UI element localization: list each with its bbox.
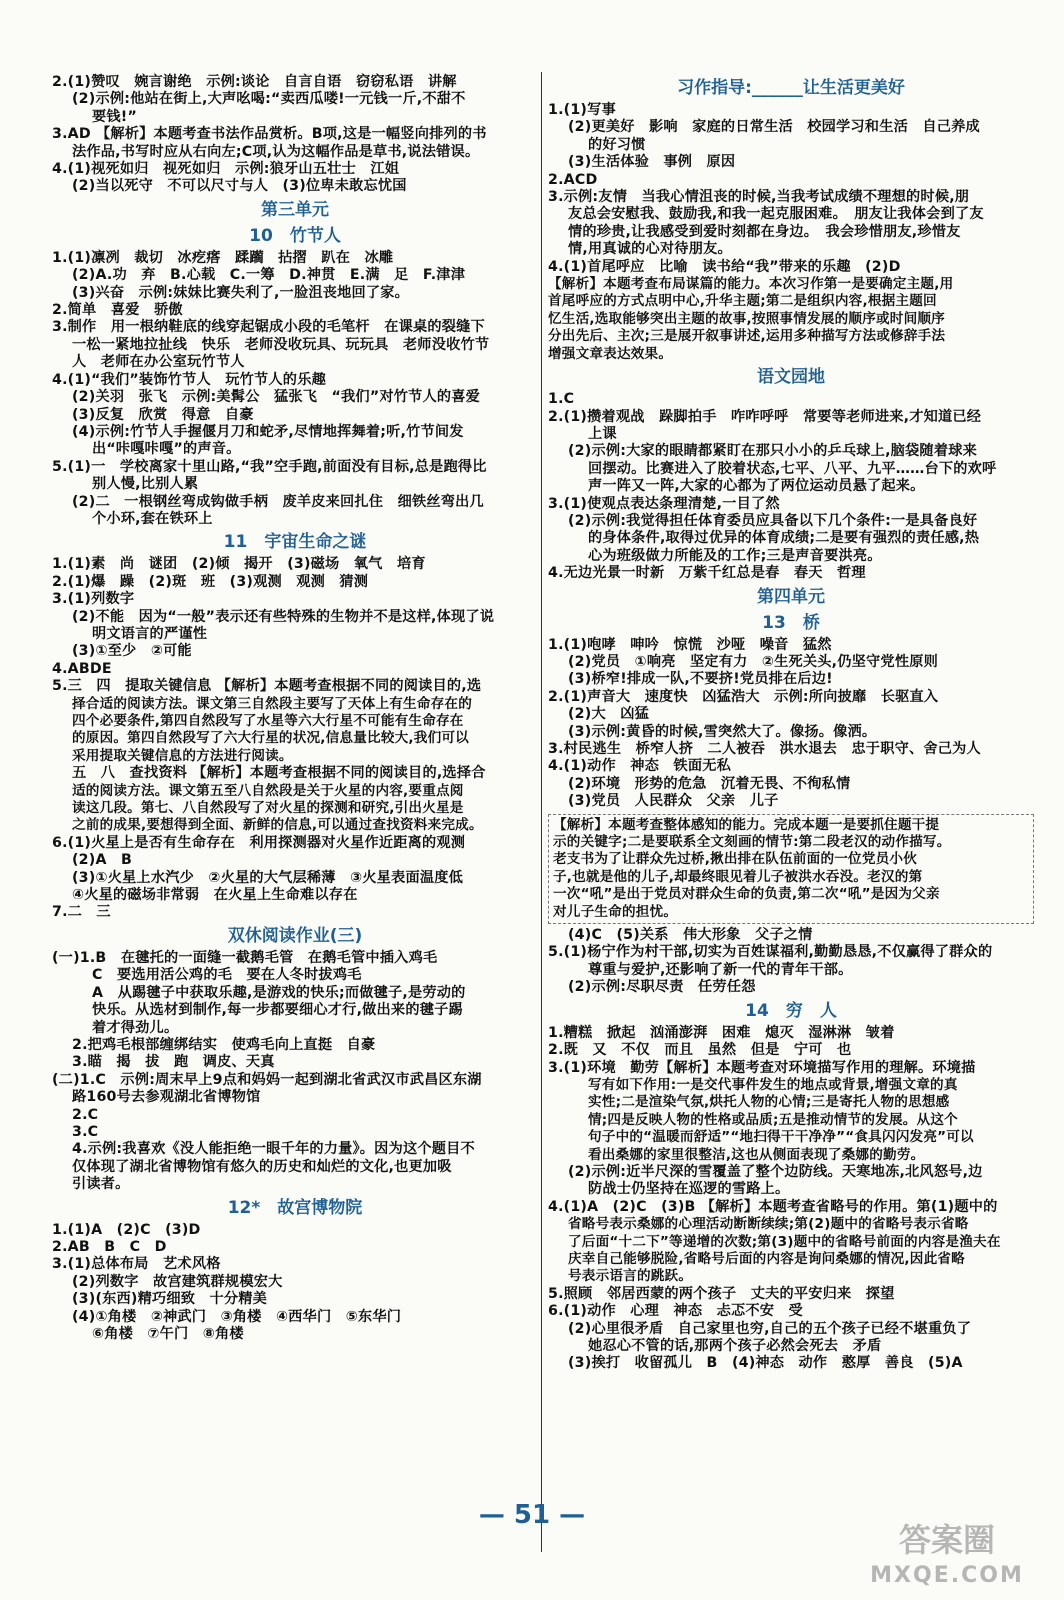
- page-number: — 51 —: [478, 1500, 586, 1530]
- answer-line: 增强文章表达效果。: [548, 345, 673, 362]
- answer-line: 1.(1)素 尚 谜团 (2)倾 揭开 (3)磁场 氧气 培育: [52, 556, 426, 573]
- answer-line: (2)当以死守 不可以尺寸与人 (3)位卑未敢忘忧国: [72, 178, 407, 195]
- answer-line: 子,也就是他的儿子,却最终眼见着儿子被洪水吞没。老汉的第: [553, 868, 923, 885]
- answer-line: 之前的成果,要想得到全面、新鲜的信息,可以通过查找资料来完成。: [72, 817, 483, 834]
- section-heading: 13 桥: [762, 612, 820, 633]
- answer-line: (2)党员 ①响亮 坚定有力 ②生死关头,仍坚守党性原则: [568, 653, 938, 670]
- answer-line: 3.(1)总体布局 艺术风格: [52, 1256, 221, 1273]
- answer-line: (2)示例:我觉得担任体育委员应具备以下几个条件:一是具备良好: [568, 512, 978, 529]
- section-heading: 11 宇宙生命之谜: [223, 532, 367, 553]
- answer-line: 一松一紧地拉扯线 快乐 老师没收玩具、玩玩具 老师没收竹节: [72, 336, 490, 353]
- section-heading: 习作指导:______让生活更美好: [677, 78, 905, 98]
- answer-line: 采用提取关键信息的方法进行阅读。: [72, 747, 293, 764]
- answer-line: 4.(1)首尾呼应 比喻 读书给“我”带来的乐趣 (2)D: [548, 258, 901, 275]
- answer-line: 友总会安慰我、鼓励我,和我一起克服困难。 朋友让我体会到了友: [568, 206, 984, 223]
- answer-line: 【解析】本题考查布局谋篇的能力。本次习作第一是要确定主题,用: [548, 276, 954, 293]
- answer-line: 4.(1)视死如归 视死如归 示例:狼牙山五壮士 江姐: [52, 161, 400, 178]
- answer-line: (3)党员 人民群众 父亲 儿子: [568, 793, 779, 810]
- answer-line: 句子中的“温暖而舒适”“地扫得干干净净”“食具闪闪发亮”可以: [588, 1129, 974, 1146]
- explanation-box: [548, 814, 1034, 924]
- answer-line: 分出先后、主次;三是展开叙事讲述,运用多种描写方法或修辞手法: [548, 328, 946, 345]
- column-divider: [541, 72, 542, 1552]
- answer-line: 7.二 三: [52, 904, 111, 921]
- answer-line: 5.照顾 邻居西蒙的两个孩子 丈夫的平安归来 探望: [548, 1285, 895, 1302]
- answer-line: 忆生活,选取能够突出主题的故事,按照事情发展的顺序或时间顺序: [548, 310, 945, 327]
- answer-line: 3.(1)环境 勤劳【解析】本题考查对环境描写作用的理解。环境描: [548, 1059, 976, 1076]
- answer-line: (2)心里很矛盾 自己家里也穷,自己的五个孩子已经不堪重负了: [568, 1320, 972, 1337]
- answer-line: 写有如下作用:一是交代事件发生的地点或背景,增强文章的真: [588, 1076, 958, 1093]
- answer-line: 2.简单 喜爱 骄傲: [52, 302, 183, 319]
- answer-line: (2)A.功 弃 B.心载 C.一筹 D.神贯 E.满 足 F.津津: [72, 267, 466, 284]
- answer-line: 快乐。从选材到制作,每一步都要细心才行,做出来的毽子踢: [92, 1002, 463, 1019]
- section-heading: 10 竹节人: [249, 225, 341, 246]
- answer-line: 2.(1)攒着观战 跺脚拍手 咋咋呼呼 常要等老师进来,才知道已经: [548, 408, 982, 425]
- answer-line: 4.(1)“我们”装饰竹节人 玩竹节人的乐趣: [52, 371, 326, 388]
- answer-line: 引读者。: [72, 1176, 130, 1193]
- answer-line: (3)①至少 ②可能: [72, 643, 192, 660]
- answer-line: (一)1.B 在毽托的一面缝一截鹅毛管 在鹅毛管中插入鸡毛: [52, 949, 438, 966]
- answer-line: ④火星的磁场非常弱 在火星上生命难以存在: [72, 887, 358, 904]
- answer-line: 的身体条件,取得过优异的体育成绩;二是要有强烈的责任感,热: [588, 530, 980, 547]
- answer-line: C 要选用活公鸡的毛 要在人冬时拔鸡毛: [92, 967, 362, 984]
- answer-line: 2.(1)赞叹 婉言谢绝 示例:谈论 自言自语 窃窃私语 讲解: [52, 74, 457, 90]
- section-heading: 第三单元: [261, 199, 329, 220]
- answer-line: (3)桥窄!排成一队,不要挤!党员排在后边!: [568, 671, 833, 688]
- section-heading: 第四单元: [757, 586, 825, 607]
- answer-line: (2)列数字 故宫建筑群规模宏大: [72, 1273, 283, 1290]
- answer-line: 2.(1)爆 躁 (2)斑 班 (3)观测 观测 猜测: [52, 573, 369, 590]
- answer-line: 适的阅读方法。课文第五至八自然段是关于火星的内容,要重点阅: [72, 782, 464, 799]
- answer-line: 人 老师在办公室玩竹节人: [72, 354, 245, 371]
- answer-line: 情的珍贵,让我感受到爱时刻都在身边。 我会珍惜朋友,珍惜友: [568, 223, 961, 240]
- answer-line: 省略号表示桑娜的心理活动断断续续;第(2)题中的省略号表示省略: [568, 1216, 969, 1233]
- answer-line: 5.(1)杨宁作为村干部,切实为百姓谋福利,勤勤恳恳,不仅赢得了群众的: [548, 944, 993, 961]
- answer-line: 尊重与爱护,还影响了新一代的青年干部。: [588, 961, 853, 978]
- answer-line: 读这几段。第七、八自然段写了对火星的探测和研究,引出火星是: [72, 800, 464, 817]
- answer-line: (2)示例:他站在街上,大声吆喝:“卖西瓜喽!一元钱一斤,不甜不: [72, 91, 466, 108]
- answer-line: 1.C: [548, 391, 575, 408]
- answer-line: 2.C: [72, 1106, 99, 1123]
- answer-line: 1.(1)A (2)C (3)D: [52, 1221, 201, 1238]
- answer-line: (3)示例:黄昏的时候,雪突然大了。像扬。像洒。: [568, 723, 877, 740]
- section-heading: 语文园地: [757, 367, 825, 388]
- answer-line: 3.C: [72, 1123, 99, 1140]
- watermark-url: MXQE.COM: [870, 1563, 1024, 1588]
- answer-line: 5.三 四 提取关键信息 【解析】本题考查根据不同的阅读目的,选: [52, 678, 482, 695]
- answer-line: (2)大 凶猛: [568, 706, 649, 723]
- answer-line: 4.示例:我喜欢《没人能拒绝一眼千年的力量》。因为这个题目不: [72, 1141, 475, 1158]
- answer-line: (2)示例:尽职尽责 任劳任怨: [568, 979, 756, 996]
- answer-line: (3)生活体验 事例 原因: [568, 154, 736, 171]
- answer-line: 声一阵又一阵,大家的心都为了两位运动员悬了起来。: [588, 478, 925, 495]
- answer-line: 她忍心不管的话,那两个孩子必然会死去 矛盾: [588, 1338, 882, 1354]
- answer-line: (2)示例:近半尺深的雪覆盖了整个边防线。天寒地冻,北风怒号,边: [568, 1163, 983, 1180]
- answer-line: 明文语言的严谨性: [92, 625, 208, 642]
- answer-line: 防战士仍坚持在巡逻的雪路上。: [588, 1181, 790, 1198]
- answer-line: (4)①角楼 ②神武门 ③角楼 ④西华门 ⑤东华门: [72, 1308, 402, 1325]
- answer-line: 3.村民逃生 桥窄人挤 二人被吞 洪水退去 忠于职守、舍己为人: [548, 741, 981, 757]
- answer-line: (3)(东西)精巧细致 十分精美: [72, 1291, 268, 1308]
- answer-line: 4.无边光景一时新 万紫千红总是春 春天 哲理: [548, 565, 866, 582]
- answer-line: 2.ACD: [548, 171, 598, 188]
- right-column: [548, 74, 1034, 1373]
- watermark-logo: [862, 1522, 1032, 1592]
- answer-line: 法作品,书写时应从右向左;C项,认为这幅作品是草书,说法错误。: [72, 143, 480, 160]
- answer-line: 2.把鸡毛根部缠绑结实 使鸡毛向上直挺 自豪: [72, 1036, 376, 1053]
- answer-line: (二)1.C 示例:周末早上9点和妈妈一起到湖北省武汉市武昌区东湖: [52, 1071, 482, 1088]
- answer-line: 庆幸自己能够脱险,省略号后面的内容是询问桑娜的情况,因此省略: [568, 1250, 965, 1267]
- answer-line: 的原因。第四自然段写了六大行星的状况,信息量比较大,我们可以: [72, 730, 469, 747]
- answer-line: 情;四是反映人物的性格或品质;五是推动情节的发展。从这个: [588, 1111, 958, 1128]
- left-column: [52, 74, 538, 1343]
- answer-line: 6.(1)动作 心理 神态 忐忑不安 受: [548, 1303, 803, 1320]
- answer-line: 路160号去参观湖北省博物馆: [72, 1089, 261, 1106]
- answer-line: 3.AD 【解析】本题考查书法作品赏析。B项,这是一幅竖向排列的书: [52, 126, 487, 143]
- answer-line: 【解析】本题考查整体感知的能力。完成本题一是要抓住题干提: [553, 816, 940, 833]
- answer-line: 3.制作 用一根纳鞋底的线穿起锯成小段的毛笔杆 在课桌的裂缝下: [52, 319, 485, 336]
- answer-line: (3)兴奋 示例:妹妹比赛失利了,一脸沮丧地回了家。: [72, 284, 410, 301]
- answer-line: 4.(1)A (2)C (3)B 【解析】本题考查省略号的作用。第(1)题中的: [548, 1198, 998, 1215]
- answer-line: 了后面“十二下”等递增的次数;第(3)题中的省略号前面的内容是渔夫在: [568, 1233, 1001, 1250]
- answer-line: 对儿子生命的担忧。: [553, 903, 678, 920]
- answer-line: (2)A B: [72, 852, 133, 869]
- answer-line: 4.(1)动作 神态 铁面无私: [548, 758, 731, 775]
- answer-line: (2)示例:大家的眼睛都紧盯在那只小小的乒乓球上,脑袋随着球来: [568, 443, 977, 460]
- answer-line: 2.(1)声音大 速度快 凶猛浩大 示例:所向披靡 长驱直入: [548, 688, 939, 705]
- answer-line: 回摆动。比赛进入了胶着状态,七平、八平、九平……台下的欢呼: [588, 460, 997, 477]
- answer-line: 3.(1)使观点表达条理清楚,一目了然: [548, 495, 780, 512]
- answer-line: ⑥角楼 ⑦午门 ⑧角楼: [92, 1326, 244, 1342]
- answer-line: 3.示例:友情 当我心情沮丧的时候,当我考试成绩不理想的时候,朋: [548, 189, 970, 206]
- answer-line: 个小环,套在铁环上: [92, 510, 213, 527]
- answer-line: 1.糟糕 掀起 汹涌澎湃 困难 熄灭 湿淋淋 皱着: [548, 1024, 895, 1041]
- answer-line: 情,用真诚的心对待朋友。: [568, 241, 732, 258]
- section-heading: 12* 故宫博物院: [227, 1197, 363, 1218]
- answer-line: 首尾呼应的方式点明中心,升华主题;第二是组织内容,根据主题回: [548, 293, 937, 310]
- answer-line: 的好习惯: [588, 136, 646, 153]
- answer-line: 6.(1)火星上是否有生命存在 利用探测器对火星作近距离的观测: [52, 834, 466, 851]
- section-heading: 14 穷 人: [745, 1000, 837, 1021]
- answer-line: 仅体现了湖北省博物馆有悠久的历史和灿烂的文化,也更加吸: [72, 1158, 452, 1175]
- answer-line: 号表示语言的跳跃。: [568, 1268, 693, 1285]
- answer-line: (4)示例:竹节人手握偃月刀和蛇矛,尽情地挥舞着;听,竹节间发: [72, 423, 464, 440]
- answer-line: 要钱!”: [92, 108, 137, 125]
- answer-line: 2.既 又 不仅 而且 虽然 但是 宁可 也: [548, 1042, 852, 1059]
- answer-line: (2)更美好 影响 家庭的日常生活 校园学习和生活 自己养成: [568, 119, 980, 136]
- answer-line: 别人慢,比别人累: [92, 476, 199, 493]
- section-heading: 双休阅读作业(三): [227, 925, 363, 946]
- answer-line: 着才得劲儿。: [92, 1019, 179, 1036]
- answer-line: 出“咔嘎咔嘎”的声音。: [92, 441, 241, 458]
- answer-line: (3)反复 欣赏 得意 自豪: [72, 406, 254, 423]
- answer-line: 择合适的阅读方法。课文第三自然段主要写了天体上有生命存在的: [72, 695, 473, 712]
- answer-line: A 从踢毽子中获取乐趣,是游戏的快乐;而做毽子,是劳动的: [92, 984, 466, 1001]
- answer-line: 五 八 查找资料 【解析】本题考查根据不同的阅读目的,选择合: [72, 765, 486, 782]
- answer-line: (4)C (5)关系 伟大形象 父子之情: [568, 927, 813, 944]
- answer-line: (3)①火星上水汽少 ②火星的大气层稀薄 ③火星表面温度低: [72, 869, 463, 886]
- answer-line: 四个必要条件,第四自然段写了水星等六大行星不可能有生命存在: [72, 713, 464, 729]
- answer-line: 3.(1)列数字: [52, 591, 135, 608]
- answer-line: (2)不能 因为“一般”表示还有些特殊的生物并不是这样,体现了说: [72, 608, 495, 625]
- answer-line: 5.(1)一 学校离家十里山路,“我”空手跑,前面没有目标,总是跑得比: [52, 458, 487, 475]
- watermark-logo-text: 答案圈: [898, 1521, 995, 1559]
- answer-line: 示的关键字;二是要联系全文刻画的情节:第二段老汉的动作描写。: [553, 834, 951, 851]
- answer-line: 4.ABDE: [52, 660, 112, 677]
- answer-line: 上课: [588, 425, 617, 442]
- answer-line: 2.AB B C D: [52, 1238, 167, 1255]
- answer-line: 看出桑娜的家里很整洁,这也从侧面表现了桑娜的勤劳。: [588, 1146, 925, 1163]
- answer-line: 实性;二是渲染气氛,烘托人物的心情;三是寄托人物的思想感: [588, 1094, 950, 1111]
- answer-line: 1.(1)咆哮 呻吟 惊慌 沙哑 噪音 猛然: [548, 636, 832, 653]
- answer-line: (2)二 一根钢丝弯成钩做手柄 废羊皮来回扎住 细铁丝弯出几: [72, 493, 484, 510]
- answer-line: (2)关羽 张飞 示例:美髯公 猛张飞 “我们”对竹节人的喜爱: [72, 389, 481, 406]
- answer-line: 一次“吼”是出于党员对群众生命的负责,第二次“吼”是因为父亲: [553, 886, 940, 903]
- answer-line: (2)环境 形势的危急 沉着无畏、不徇私情: [568, 775, 851, 792]
- answer-line: (3)挨打 收留孤儿 B (4)神态 动作 憨厚 善良 (5)A: [568, 1355, 963, 1372]
- answer-line: 3.瞄 揭 拔 跑 调皮、天真: [72, 1054, 275, 1071]
- answer-line: 1.(1)写事: [548, 102, 616, 118]
- answer-line: 老支书为了让群众先过桥,揪出排在队伍前面的一位党员小伙: [553, 851, 917, 868]
- answer-line: 1.(1)凛冽 裁切 冰疙瘩 蹂躏 拈摺 趴在 冰雕: [52, 249, 394, 266]
- answer-line: 心为班级做力所能及的工作;三是声音要洪亮。: [588, 547, 882, 564]
